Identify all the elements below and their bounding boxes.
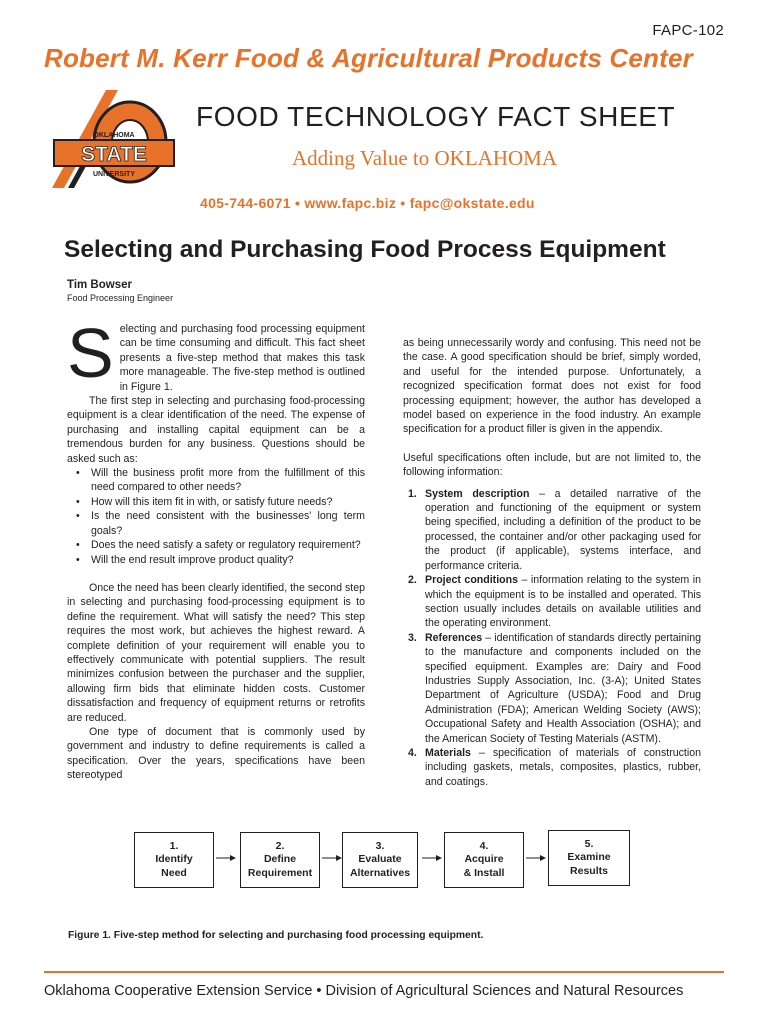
contact-info: 405-744-6071 • www.fapc.biz • fapc@okstate.edu xyxy=(200,195,535,211)
item-term: References xyxy=(425,631,483,644)
logo-letter: O xyxy=(129,128,131,129)
step-number: 2. xyxy=(275,839,285,852)
item-number: 1. xyxy=(408,487,417,500)
item-number: 2. xyxy=(408,574,417,587)
paragraph-useful-specs: Useful specifications often include, but are not limited to, the following information: xyxy=(403,451,701,479)
item-term: Materials xyxy=(425,746,471,759)
list-item: • Does the need satisfy a safety or regulatory requirement? xyxy=(67,538,365,552)
intro-text: electing and purchasing food processing equipment can be time consuming and difficult. This fact sheet presents a five-step method that makes this task more manageable. The five-step method is outlined in Figure 1. xyxy=(119,323,365,393)
arrow-right-icon xyxy=(322,853,342,863)
list-item xyxy=(403,746,701,789)
step-label: Define xyxy=(263,853,297,866)
spec-items-list xyxy=(403,487,701,790)
step-box-examine-results xyxy=(548,830,630,886)
item-number: 3. xyxy=(408,631,417,644)
logo-bottom-text: UNIVERSITY xyxy=(92,171,136,178)
step-number: 4. xyxy=(479,839,489,852)
item-text: – identification of standards directly pertaining to the manufacture and components included on the specified equipment. Examples are: Dairy and Food Industries Supply Association, Inc. (3-A); United States Department of Agriculture (USDA); Food and Drug Administration (FDA); American Welding Society (AWS); Occupational Safety and Health Association (OSHA); and the American Society of Testing Materials (ASTM). xyxy=(425,631,701,745)
step-number: 5. xyxy=(584,837,594,850)
paragraph-second-step: Once the need has been clearly identified, the second step in selecting and purchasing food-processing equipment is to define the requirement. What will satisfy the need? This step requires the most work, but achieves the highest reward. A complete definition of your requirement will enable you to effectively communicate with potential suppliers. The result minimizes confusion between the purchaser and the supplier, allowing firm bids that eliminate hidden costs. Customer dissatisfaction and frequency of equipment returns or retrofits are reduced. xyxy=(67,581,365,724)
column-left xyxy=(67,314,365,783)
column-right xyxy=(403,336,701,789)
figure-caption: Figure 1. Five-step method for selecting and purchasing food processing equipment. xyxy=(68,930,484,941)
logo-main-text: STATE xyxy=(81,143,147,166)
footer-text: Oklahoma Cooperative Extension Service • Division of Agricultural Sciences and Natural Resources xyxy=(44,983,684,999)
arrow-right-icon xyxy=(422,853,442,863)
step-label: & Install xyxy=(463,866,505,879)
step-label: Identify xyxy=(155,853,193,866)
step-box-evaluate-alternatives xyxy=(342,832,418,888)
list-item: • Is the need consistent with the businesses' long term goals? xyxy=(67,509,365,538)
document-code: FAPC-102 xyxy=(652,22,724,39)
footer-divider xyxy=(44,971,724,973)
item-text: – specification of materials of construction including gaskets, metals, composites, plastics, rubber, and coatings. xyxy=(425,746,701,788)
item-text: – a detailed narrative of the operation and functioning of the equipment or system being specified, including a definition of the product to be processed, the container and/or other packaging used for the product (if applicable), systems interface, and performance criteria. xyxy=(425,487,701,572)
step-box-acquire-install xyxy=(444,832,524,888)
step-label: Results xyxy=(570,864,608,877)
page-title: Selecting and Purchasing Food Process Equipment xyxy=(64,236,666,263)
intro-paragraph xyxy=(67,314,365,394)
item-text: – information relating to the system in which the equipment is to be installed and operated. This section usually includes details on available utilities and the operating environment. xyxy=(425,574,701,630)
step-label: Requirement xyxy=(247,866,313,879)
step-label: Evaluate xyxy=(358,853,402,866)
spacer xyxy=(403,480,701,487)
list-item: • Will the end result improve product quality? xyxy=(67,553,365,567)
step-label: Need xyxy=(161,866,187,879)
drop-cap: S xyxy=(67,314,114,392)
osu-logo xyxy=(44,90,179,195)
center-name: Robert M. Kerr Food & Agricultural Products Center xyxy=(44,43,693,73)
arrow-right-icon xyxy=(526,853,546,863)
list-item xyxy=(403,631,701,746)
step-box-identify-need xyxy=(134,832,214,888)
item-number: 4. xyxy=(408,746,417,759)
list-item xyxy=(403,573,701,631)
paragraph-continued: as being unnecessarily wordy and confusing. This need not be the case. A good specification should be brief, simply worded, and useful for the intended purpose. Unfortunately, a recognized specification format does not exist for food processing equipment; however, the author has developed a model based on experience in the food industry. An example specification for a product filler is given in the appendix. xyxy=(403,337,701,436)
spacer xyxy=(67,567,365,581)
arrow-right-icon xyxy=(216,853,236,863)
paragraph-specification: One type of document that is commonly used by government and industry to define requirements is called a specification. Over the years, specifications have been stereotyped xyxy=(67,725,365,782)
sheet-title: FOOD TECHNOLOGY FACT SHEET xyxy=(196,101,676,132)
question-list xyxy=(67,466,365,567)
author-name: Tim Bowser xyxy=(67,279,132,291)
list-item: • How will this item fit in with, or satisfy future needs? xyxy=(67,495,365,509)
step-label: Alternatives xyxy=(349,866,411,879)
step-number: 1. xyxy=(169,839,179,852)
step-number: 3. xyxy=(375,839,385,852)
step-label: Examine xyxy=(567,851,611,864)
step-box-define-requirement xyxy=(240,832,320,888)
author-title: Food Processing Engineer xyxy=(67,293,174,303)
item-term: System description xyxy=(425,487,530,500)
logo-top-text: OKLAHOMA xyxy=(93,132,135,139)
step-label: Acquire xyxy=(464,853,504,866)
paragraph-first-step: The first step in selecting and purchasing food-processing equipment is a clear identification of the need. The expense of purchasing and installing capital equipment can be a tremendous burden for any business. Questions should be asked such as: xyxy=(67,395,365,465)
list-item: • Will the business profit more from the fulfillment of this need compared to other needs? xyxy=(67,466,365,495)
spacer xyxy=(403,437,701,451)
tagline: Adding Value to OKLAHOMA xyxy=(292,146,558,170)
list-item xyxy=(403,487,701,573)
osu-logo-icon xyxy=(44,90,179,195)
item-term: Project conditions xyxy=(425,574,518,587)
